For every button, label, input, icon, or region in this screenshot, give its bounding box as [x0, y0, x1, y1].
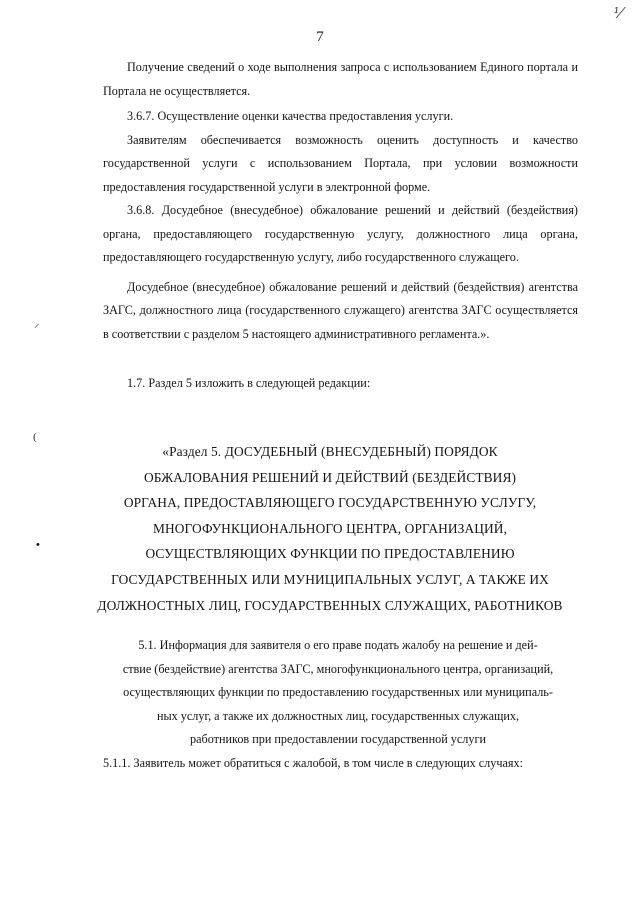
heading-line: ДОЛЖНОСТНЫХ ЛИЦ, ГОСУДАРСТВЕННЫХ СЛУЖАЩИХ, РАБОТНИКОВ: [97, 597, 563, 613]
subsection-line: 5.1. Информация для заявителя о его праве подать жалобу на решение и дей-: [138, 638, 538, 652]
corner-handwritten-mark: ⅟: [613, 6, 622, 22]
paragraph-appeal-procedure: Досудебное (внесудебное) обжалование решений и действий (бездействия) агентства ЗАГС, должностного лица (государственного служащего) агентства ЗАГС осуществляется в соответствии с разделом 5 настоящего административного регламента.».: [103, 279, 578, 341]
subsection-5-1-1-text: 5.1.1. Заявитель может обратиться с жалобой, в том числе в следующих случаях:: [103, 756, 523, 770]
subsection-line: осуществляющих функции по предоставлению государственных или муниципаль-: [123, 685, 553, 699]
page-number: 7: [316, 29, 324, 45]
heading-line: МНОГОФУНКЦИОНАЛЬНОГО ЦЕНТРА, ОРГАНИЗАЦИЙ,: [152, 520, 508, 536]
subsection-line: ных услуг, а также их должностных лиц, государственных служащих,: [156, 708, 520, 723]
document-body: [103, 56, 578, 396]
subsection-5-1: [93, 634, 583, 752]
paragraph-3-6-7-title: 3.6.7. Осуществление оценки качества предоставления услуги.: [127, 109, 454, 123]
margin-scan-mark: ⸝: [34, 318, 40, 330]
paragraph-quality-assessment: Заявителям обеспечивается возможность оценить доступность и качество государственной услуги с использованием Портала, при условии возможности предоставления государственной услуги в электронной форме.: [103, 132, 578, 194]
paragraph-portal-status: Получение сведений о ходе выполнения запроса с использованием Единого портала и Портала не осуществляется.: [103, 60, 578, 98]
subsection-line: ствие (бездействие) агентства ЗАГС, многофункционального центра, организаций,: [122, 661, 554, 676]
paragraph-1-7: 1.7. Раздел 5 изложить в следующей редакции:: [127, 376, 371, 390]
heading-line: ОСУЩЕСТВЛЯЮЩИХ ФУНКЦИИ ПО ПРЕДОСТАВЛЕНИЮ: [145, 546, 515, 562]
subsection-5-1-1: [103, 752, 581, 776]
paragraph-3-6-8: 3.6.8. Досудебное (внесудебное) обжалование решений и действий (бездействия) органа, предоставляющего государственную услугу, должностного лица органа, предоставляющего государственную услугу, либо государственного служащего.: [103, 203, 578, 264]
heading-line: «Раздел 5. ДОСУДЕБНЫЙ (ВНЕСУДЕБНЫЙ) ПОРЯДОК: [162, 444, 498, 459]
margin-scan-mark: (: [33, 431, 37, 443]
heading-line: ОБЖАЛОВАНИЯ РЕШЕНИЙ И ДЕЙСТВИЙ (БЕЗДЕЙСТВИЯ): [143, 469, 517, 485]
margin-scan-mark: •: [36, 539, 40, 551]
heading-line: ГОСУДАРСТВЕННЫХ ИЛИ МУНИЦИПАЛЬНЫХ УСЛУГ, А ТАКЖЕ ИХ: [111, 571, 549, 587]
subsection-line: работников при предоставлении государственной услуги: [190, 732, 486, 746]
section-5-heading: [80, 439, 580, 618]
heading-line: ОРГАНА, ПРЕДОСТАВЛЯЮЩЕГО ГОСУДАРСТВЕННУЮ УСЛУГУ,: [123, 495, 537, 511]
